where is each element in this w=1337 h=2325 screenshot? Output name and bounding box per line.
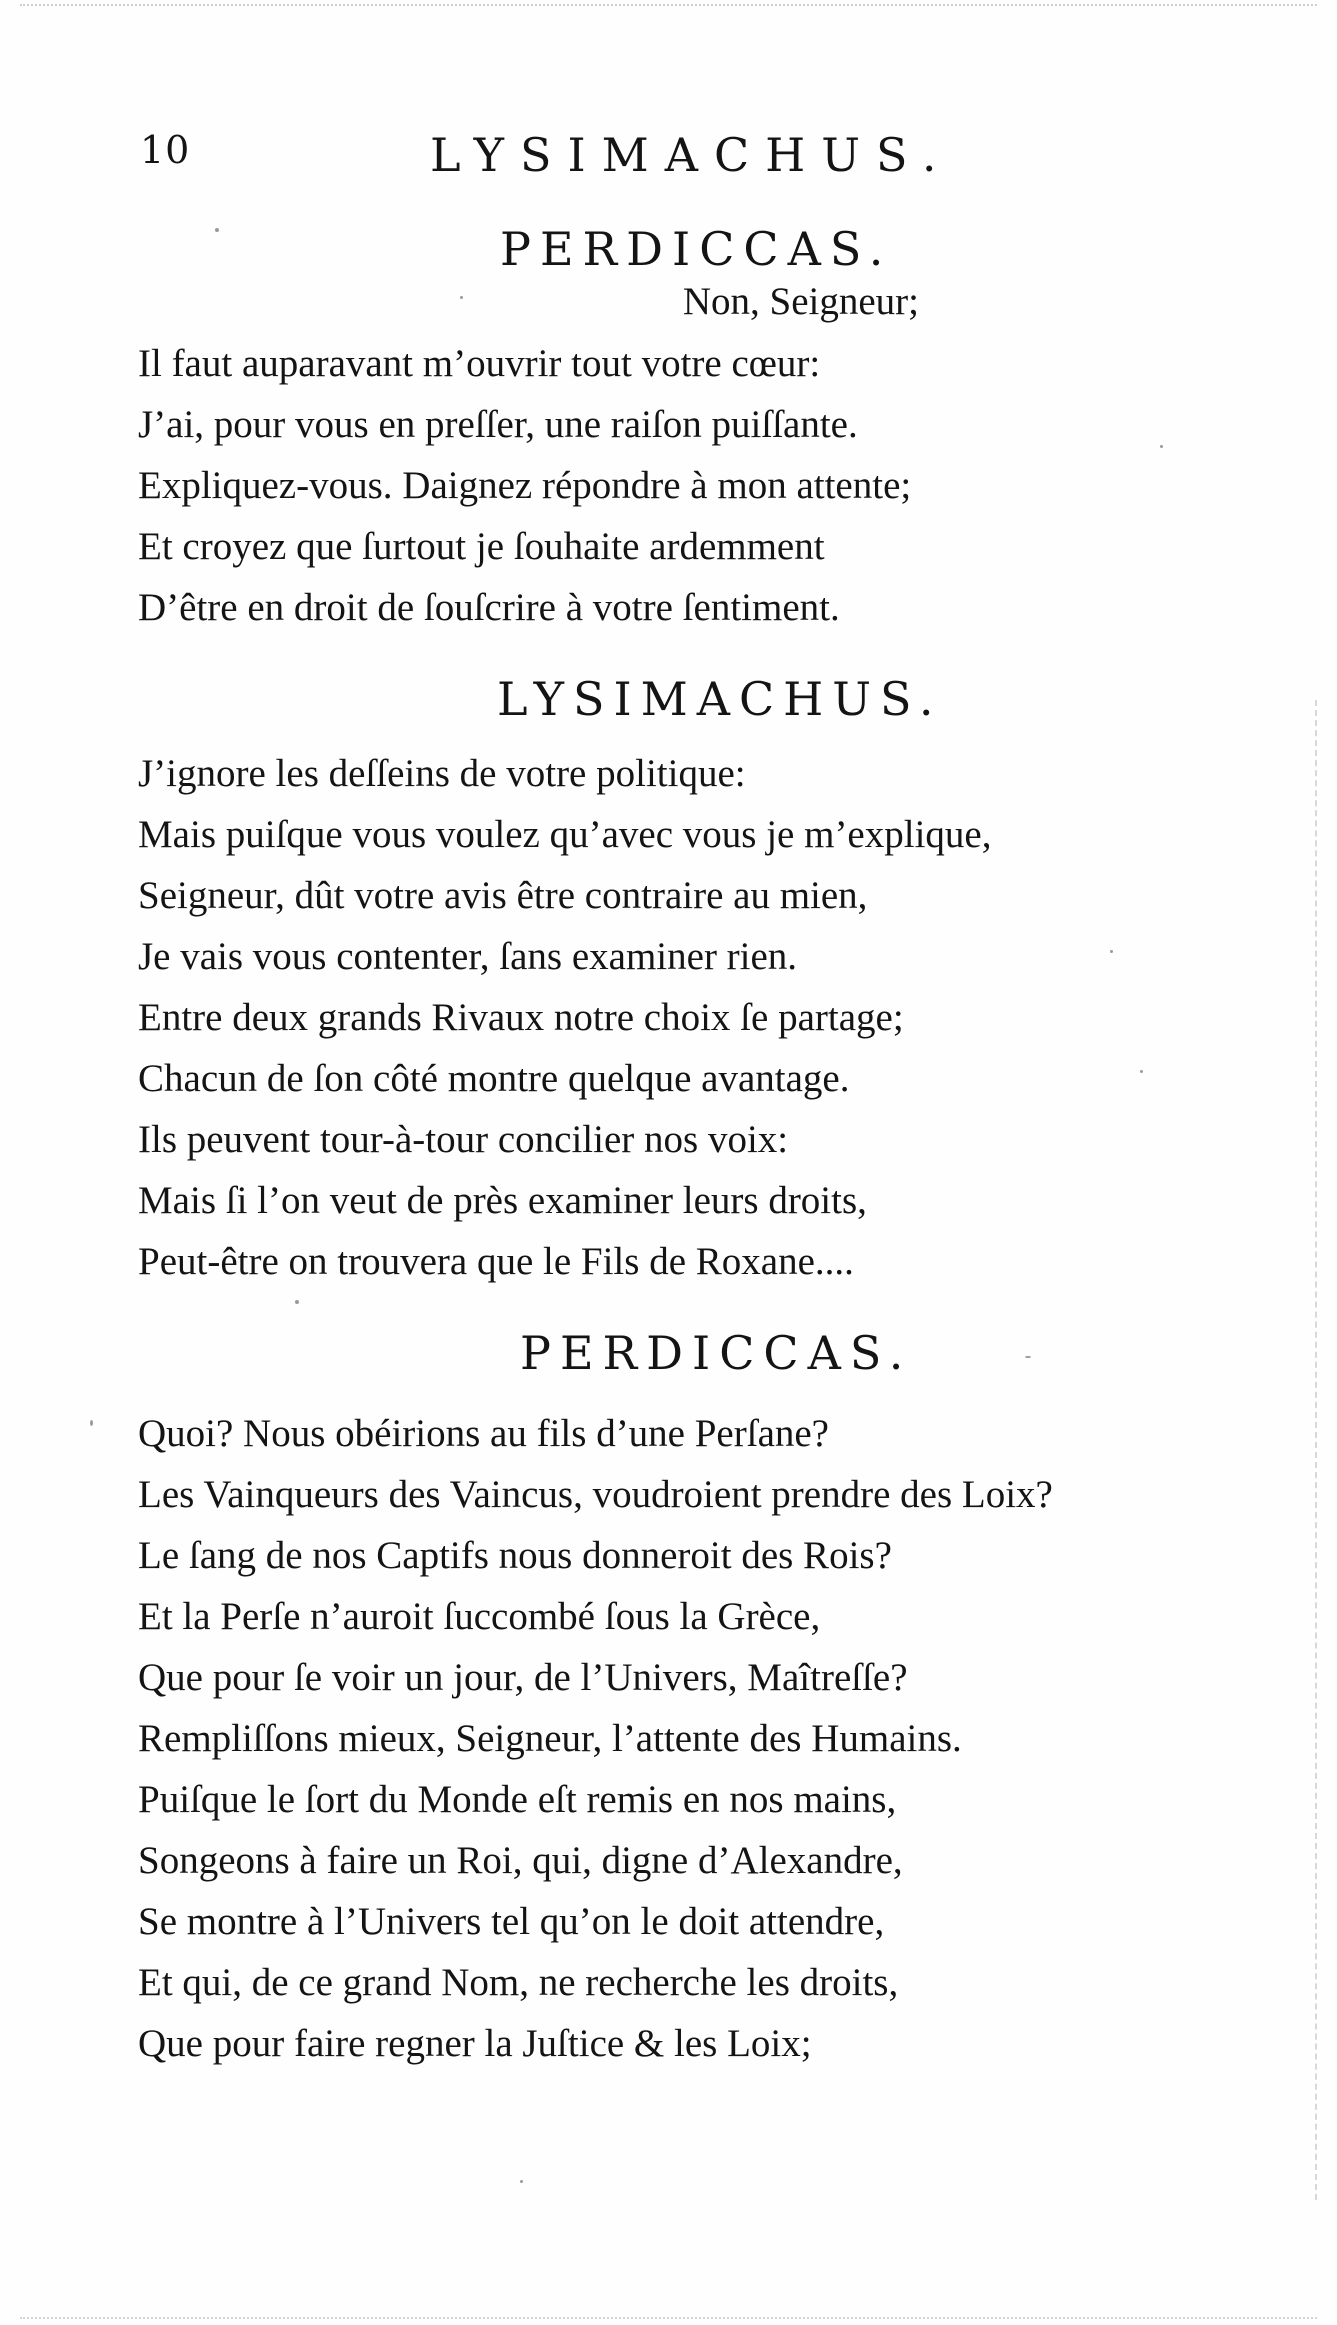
verse-line: Seigneur, dût votre avis être contraire au mien,: [138, 874, 868, 917]
verse-line: Et croyez que ſurtout je ſouhaite ardemment: [138, 525, 825, 568]
speaker-name: PERDICCAS.: [520, 1326, 913, 1380]
verse-line: Et la Perſe n’auroit ſuccombé ſous la Grèce,: [138, 1595, 821, 1638]
page-number: 10: [140, 128, 191, 172]
speaker-name: LYSIMACHUS.: [497, 672, 943, 726]
scan-speck: [215, 228, 219, 232]
verse-line: Ils peuvent tour-à-tour concilier nos voix:: [138, 1118, 789, 1161]
verse-line: Quoi? Nous obéirions au fils d’une Perſane?: [138, 1412, 829, 1455]
scan-speck: [1140, 1070, 1143, 1073]
verse-line-split: Non, Seigneur;: [682, 280, 919, 323]
scan-speck: [1110, 950, 1113, 953]
verse-line: Puiſque le ſort du Monde eſt remis en nos mains,: [138, 1778, 897, 1821]
speaker-name: PERDICCAS.: [500, 222, 893, 276]
running-title: LYSIMACHUS.: [430, 128, 953, 182]
verse-line: Expliquez-vous. Daignez répondre à mon attente;: [138, 464, 912, 507]
verse-line: J’ai, pour vous en preſſer, une raiſon puiſſante.: [138, 403, 858, 446]
scan-edge-top: [20, 4, 1317, 9]
scan-edge-right: [1311, 700, 1317, 2200]
page-header: [140, 128, 1037, 188]
verse-line: Se montre à l’Univers tel qu’on le doit attendre,: [138, 1900, 885, 1943]
verse-line: J’ignore les deſſeins de votre politique:: [138, 752, 746, 795]
verse-line: Rempliſſons mieux, Seigneur, l’attente des Humains.: [138, 1717, 962, 1760]
verse-line: Mais ſi l’on veut de près examiner leurs droits,: [138, 1179, 867, 1222]
scan-speck: [295, 1300, 299, 1304]
verse-line: Mais puiſque vous voulez qu’avec vous je m’explique,: [138, 813, 992, 856]
scan-speck: [1160, 445, 1163, 448]
verse-line: Les Vainqueurs des Vaincus, voudroient prendre des Loix?: [138, 1473, 1053, 1516]
verse-line: Chacun de ſon côté montre quelque avantage.: [138, 1057, 850, 1100]
scan-edge-bottom: [20, 2314, 1317, 2319]
verse-line: Que pour faire regner la Juſtice & les Loix;: [138, 2022, 812, 2065]
verse-line: D’être en droit de ſouſcrire à votre ſentiment.: [138, 586, 840, 629]
scan-speck: [1025, 1356, 1031, 1358]
scan-speck: [460, 296, 463, 299]
verse-line: Songeons à faire un Roi, qui, digne d’Alexandre,: [138, 1839, 903, 1882]
verse-line: Je vais vous contenter, ſans examiner rien.: [138, 935, 798, 978]
scan-speck: [520, 2180, 523, 2183]
verse-line: Il faut auparavant m’ouvrir tout votre cœur:: [138, 342, 821, 385]
verse-line: Le ſang de nos Captifs nous donneroit des Rois?: [138, 1534, 892, 1577]
verse-line: Entre deux grands Rivaux notre choix ſe partage;: [138, 996, 904, 1039]
verse-line: Peut-être on trouvera que le Fils de Roxane....: [138, 1240, 854, 1283]
scan-speck: [90, 1420, 93, 1426]
verse-line: Et qui, de ce grand Nom, ne recherche les droits,: [138, 1961, 899, 2004]
verse-line: Que pour ſe voir un jour, de l’Univers, Maîtreſſe?: [138, 1656, 908, 1699]
